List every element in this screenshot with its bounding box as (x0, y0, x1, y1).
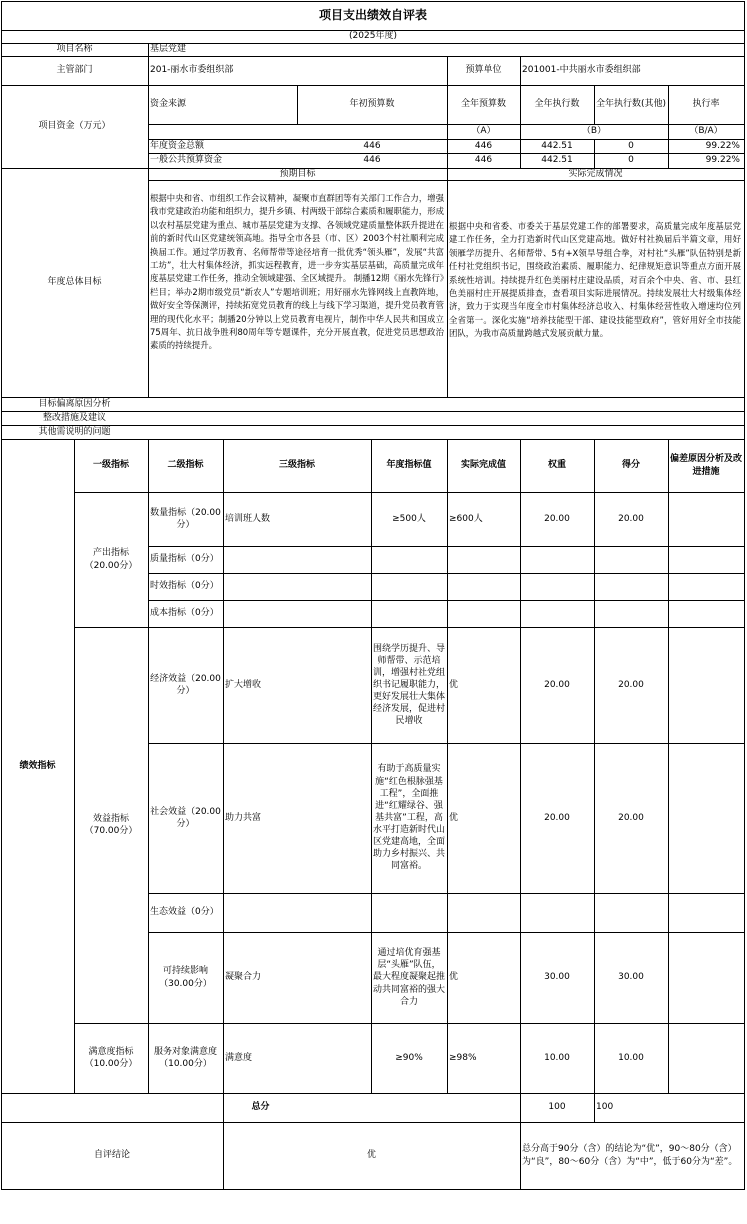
funds-label: 项目资金（万元） (38, 121, 111, 132)
total-score: 100 (596, 1102, 614, 1113)
score-value: 20.00 (618, 513, 644, 524)
perf-header-target: 年度指标值 (386, 460, 432, 471)
budget-unit-value: 201001-中共丽水市委组织部 (522, 65, 641, 76)
funds-full-budget-header: 全年预算数 (460, 99, 506, 110)
funds-row-full: 446 (474, 155, 493, 166)
conclusion-value: 优 (366, 1150, 376, 1161)
l2-indicator: 可持续影响（30.00分） (159, 966, 212, 989)
l3-indicator: 扩大增收 (225, 679, 262, 690)
actual-completion-text: 根据中央和省委、市委关于基层党建工作的部署要求，高质量完成年度基层党建工作任务，全力打造新时代山区党建高地。做好村社换届后半篇文章，用好领雁学历提升、名师帮带、5有+X领旱导组合拳，对村社“头雁”队伍特别是新任村社党组织书记，围绕政治素质、履职能力、纪律规矩意识等重点方面开展系统性培训。持续提升红色美丽村庄建设品质，对百余个中央、省、市、县红色美丽村庄开展提质排查，查看项目实际进展情况。持续发展壮大村级集体经济，致力于实现当年度全市村集体经济总收入、村集体经营性收入增速均位列全省第一。深化实施“培养技能型干部、建设技能型政府”，管好用好全市技能团队，为我市高质量跨越式发展贡献力量。 (449, 221, 741, 339)
project-name-value: 基层党建 (150, 44, 187, 55)
weight-value: 30.00 (544, 972, 570, 983)
l2-indicator: 经济效益（20.00分） (150, 673, 221, 696)
score-value: 20.00 (618, 812, 644, 823)
actual-value: 优 (449, 812, 459, 823)
dept-label: 主管部门 (56, 65, 93, 76)
funds-code-a: （A） (471, 126, 496, 137)
expected-goal-text: 根据中央和省、市组织工作会议精神，凝聚市直群团等有关部门工作合力，增强我市党建政治功能和组织力，提升乡镇、村两级干部综合素质和履职能力，形成以农村基层党建为重点、城市基层党建为支撑、各领域党建质量整体跃升提进在前的新时代山区党建统领高地。指导全市各县（市、区）2003个村社顺利完成换届工作。通过学历教育、名师帮带等途径培育一批优秀“领头雁”，发展“共富工坊”，壮大村集体经济，抓实远程教育，进一步夯实基层基础，高质量完成年度基层党建工作任务，推动全领域建强、全区域提升。 制播12期《丽水先锋行》栏目；举办2期市级党员“新农人”专题培训班；用好丽水先锋网线上直教阵地，做好安全等保测评，持续拓宽党员教育的线上与线下学习渠道，提升党员教育管理的现代化水平；制播20分钟以上党员教育电视片，制作中华人民共和国成立75周年、抗日战争胜利80周年等专题课件，充分开展直教，促进党员思想政治素质的持续提升。 (150, 193, 444, 351)
perf-header-actual: 实际完成值 (460, 460, 506, 471)
l3-indicator: 培训班人数 (225, 513, 271, 524)
funds-row-initial: 446 (363, 155, 381, 166)
funds-row-other: 0 (628, 155, 634, 166)
dept-value: 201-丽水市委组织部 (150, 65, 234, 76)
target-value: ≥500人 (392, 513, 426, 524)
budget-unit-label: 预算单位 (465, 65, 502, 76)
l1-output: 产出指标（20.00分） (84, 548, 138, 571)
page-title: 项目支出绩效自评表 (318, 8, 427, 23)
score-value: 10.00 (618, 1052, 644, 1063)
total-label: 总分 (251, 1102, 270, 1113)
l2-indicator: 质量指标（0分） (150, 554, 219, 565)
funds-row-other: 0 (628, 140, 634, 151)
goals-label: 年度总体目标 (47, 277, 102, 288)
funds-initial-header: 年初预算数 (349, 99, 395, 110)
weight-value: 10.00 (544, 1052, 570, 1063)
funds-row-name: 年度资金总额 (150, 140, 205, 151)
perf-label: 绩效指标 (19, 760, 56, 771)
l3-indicator: 满意度 (225, 1052, 253, 1063)
perf-header-weight: 权重 (547, 460, 566, 471)
l2-indicator: 社会效益（20.00分） (150, 806, 221, 829)
funds-row-exec: 442.51 (541, 140, 573, 151)
conclusion-note: 总分高于90分（含）的结论为“优”，90～80分（含）为“良”，80～60分（含）为“中”，低于60分为“差”。 (522, 1144, 738, 1167)
actual-value: ≥600人 (449, 513, 483, 524)
actual-value: ≥98% (449, 1052, 477, 1063)
perf-header-l3: 三级指标 (278, 460, 315, 471)
other-issues-label: 其他需说明的问题 (38, 426, 111, 437)
funds-full-exec-header: 全年执行数 (534, 99, 580, 110)
score-value: 20.00 (618, 679, 644, 690)
funds-row-rate: 99.22% (705, 140, 740, 151)
funds-code-ba: （B/A） (689, 126, 723, 137)
funds-row-name: 一般公共预算资金 (150, 155, 223, 166)
funds-code-b: （B） (581, 126, 607, 137)
perf-header-l2: 二级指标 (167, 460, 204, 471)
weight-value: 20.00 (544, 513, 570, 524)
conclusion-label: 自评结论 (93, 1150, 130, 1161)
total-weight: 100 (548, 1102, 566, 1113)
deviation-analysis-label: 目标偏离原因分析 (38, 398, 111, 409)
target-value: 通过培优育强基层“头雁”队伍，最大程度凝聚起推动共同富裕的强大合力 (373, 948, 446, 1007)
rectification-label: 整改措施及建议 (42, 412, 106, 423)
perf-header-l1: 一级指标 (92, 460, 129, 471)
l1-effect: 效益指标（70.00分） (84, 813, 138, 836)
actual-completion-header: 实际完成情况 (568, 168, 623, 179)
target-value: 有助于高质量实施“红色根脉强基工程”，全面推进“红耀绿谷、强基共富”工程，高水平打造新时代山区党建高地，全面助力乡村振兴、共同富裕。 (373, 764, 446, 872)
l3-indicator: 凝聚合力 (225, 972, 262, 983)
l2-indicator: 成本指标（0分） (150, 608, 219, 619)
perf-header-score: 得分 (621, 460, 640, 471)
target-value: 围绕学历提升、导师帮带、示范培训，增强村社党组织书记履职能力，更好发展壮大集体经济发展，促进村民增收 (373, 643, 446, 727)
expected-goal-header: 预期目标 (279, 168, 316, 179)
l2-indicator: 生态效益（0分） (150, 907, 219, 918)
funds-row-full: 446 (474, 140, 493, 151)
actual-value: 优 (449, 679, 459, 690)
funds-exec-other-header: 全年执行数(其他) (595, 99, 667, 110)
weight-value: 20.00 (544, 812, 570, 823)
l3-indicator: 助力共富 (225, 812, 262, 823)
l2-indicator: 时效指标（0分） (150, 581, 219, 592)
weight-value: 20.00 (544, 679, 570, 690)
funds-row-exec: 442.51 (541, 155, 573, 166)
perf-header-deviation: 偏差原因分析及改进措施 (670, 454, 743, 477)
target-value: ≥90% (395, 1052, 423, 1063)
score-value: 30.00 (618, 972, 644, 983)
funds-row-initial: 446 (363, 140, 381, 151)
report-year: (2025年度) (349, 31, 397, 42)
project-name-label: 项目名称 (56, 44, 93, 55)
l2-indicator: 数量指标（20.00分） (150, 507, 221, 530)
funds-row-rate: 99.22% (705, 155, 740, 166)
funds-rate-header: 执行率 (692, 99, 720, 110)
actual-value: 优 (449, 972, 459, 983)
l2-indicator: 服务对象满意度（10.00分） (153, 1046, 217, 1069)
funds-source-header: 资金来源 (150, 99, 187, 110)
l1-satisfaction: 满意度指标（10.00分） (84, 1046, 138, 1069)
